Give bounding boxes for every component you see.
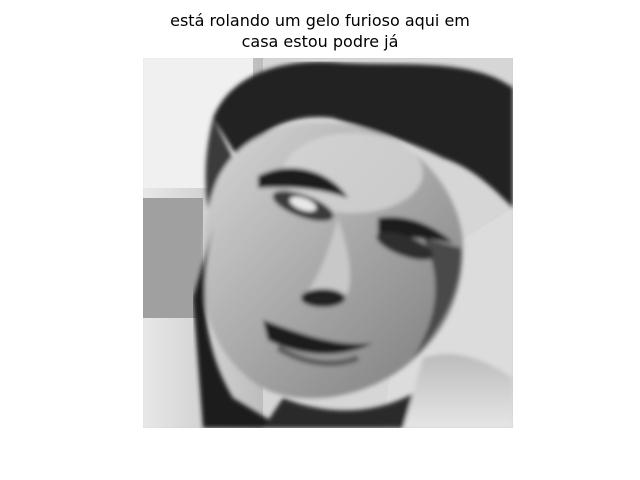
face-photo-drawing: [143, 58, 513, 428]
face-photo: [143, 58, 513, 428]
caption-line-1: está rolando um gelo furioso aqui em: [170, 11, 470, 30]
caption-line-2: casa estou podre já: [241, 32, 399, 51]
nostrils: [301, 289, 345, 307]
image-caption: [120, 10, 520, 52]
